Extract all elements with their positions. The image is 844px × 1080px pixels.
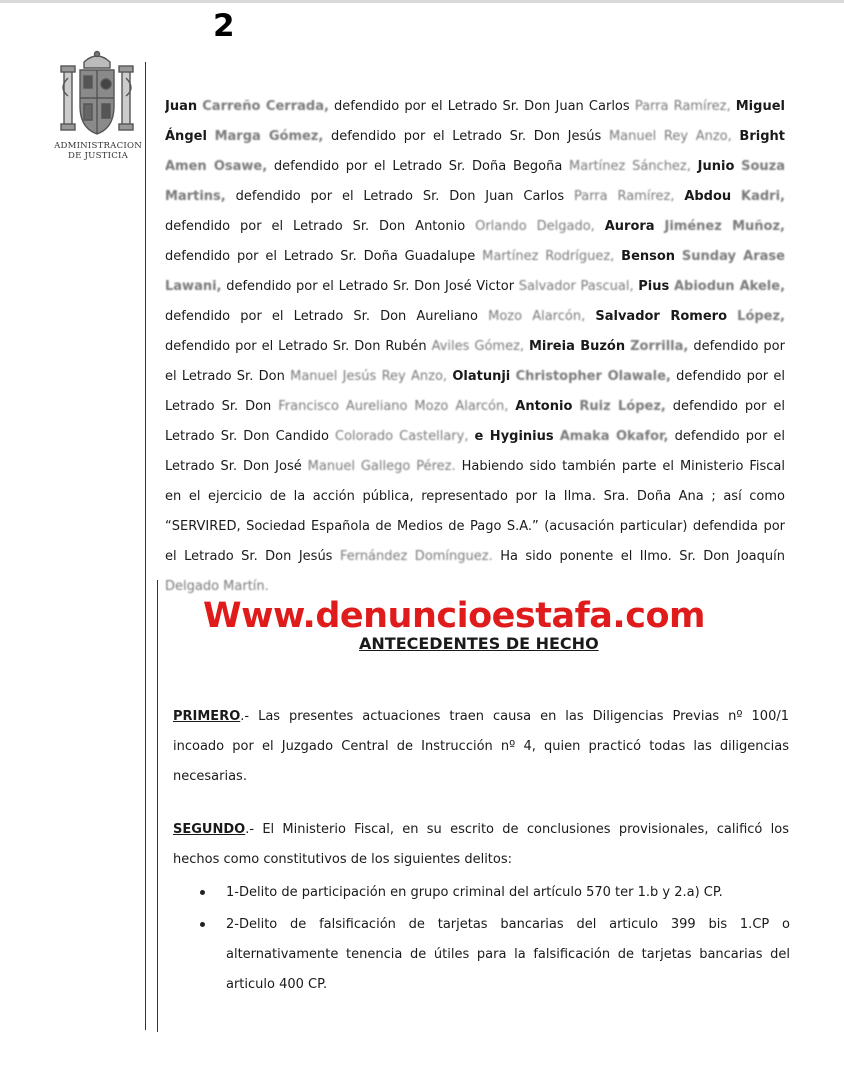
top-border: [0, 0, 844, 3]
list-item: [200, 910, 790, 1000]
party-line: Ángel Marga Gómez, defendido por el Letrado Sr. Don Jesús Manuel Rey Anzo, Bright: [165, 129, 785, 144]
paragraph-line: necesarias.: [173, 769, 247, 784]
page-number: 2: [213, 8, 235, 44]
party-line: en el ejercicio de la acción pública, representado por la Ilma. Sra. Doña Ana ; así como: [165, 489, 785, 504]
party-line: defendido por el Letrado Sr. Don Rubén Aviles Gómez, Mireia Buzón Zorrilla, defendido por: [165, 339, 785, 354]
party-line: Lawani, defendido por el Letrado Sr. Don José Victor Salvador Pascual, Pius Abiodun Akele,: [165, 279, 785, 294]
party-line: defendido por el Letrado Sr. Don Aureliano Mozo Alarcón, Salvador Romero López,: [165, 309, 785, 324]
list-item: [200, 878, 790, 908]
paragraph-line: hechos como constitutivos de los siguientes delitos:: [173, 852, 513, 867]
party-line: el Letrado Sr. Don Manuel Jesús Rey Anzo, Olatunji Christopher Olawale, defendido por el: [165, 369, 785, 384]
list-item-line: 1-Delito de participación en grupo criminal del artículo 570 ter 1.b y 2.a) CP.: [226, 885, 723, 900]
paragraph-line: SEGUNDO.- El Ministerio Fiscal, en su escrito de conclusiones provisionales, calificó los: [173, 822, 789, 837]
offences-list: [200, 878, 790, 1000]
primero-paragraph: [173, 702, 789, 792]
list-item-line: alternativamente tenencia de útiles para la falsificación de tarjetas bancarias del: [226, 947, 790, 962]
segundo-paragraph: [173, 815, 789, 875]
parties-paragraph: [165, 92, 785, 602]
list-item-line: 2-Delito de falsificación de tarjetas bancarias del articulo 399 bis 1.CP o: [226, 917, 790, 932]
paragraph-line: incoado por el Juzgado Central de Instrucción nº 4, quien practicó todas las diligencias: [173, 739, 789, 754]
party-line: Delgado Martín.: [165, 579, 269, 594]
party-line: el Letrado Sr. Don Jesús Fernández Domínguez. Ha sido ponente el Ilmo. Sr. Don Joaquín: [165, 549, 785, 564]
party-line: Martins, defendido por el Letrado Sr. Don Juan Carlos Parra Ramírez, Abdou Kadri,: [165, 189, 785, 204]
margin-line: [145, 62, 146, 1030]
party-line: Letrado Sr. Don Francisco Aureliano Mozo Alarcón, Antonio Ruiz López, defendido por el: [165, 399, 785, 414]
party-line: defendido por el Letrado Sr. Doña Guadalupe Martínez Rodríguez, Benson Sunday Arase: [165, 249, 785, 264]
segundo-label: SEGUNDO: [173, 822, 246, 837]
watermark-text: Www.denuncioestafa.com: [203, 596, 705, 636]
bullet-icon: [200, 922, 205, 927]
primero-label: PRIMERO: [173, 709, 241, 724]
bullet-icon: [200, 890, 205, 895]
party-line: defendido por el Letrado Sr. Don Antonio Orlando Delgado, Aurora Jiménez Muñoz,: [165, 219, 785, 234]
list-item-line: articulo 400 CP.: [226, 977, 328, 992]
paragraph-line: PRIMERO.- Las presentes actuaciones traen causa en las Diligencias Previas nº 100/1: [173, 709, 789, 724]
party-line: Juan Carreño Cerrada, defendido por el Letrado Sr. Don Juan Carlos Parra Ramírez, Miguel: [165, 99, 785, 114]
party-line: Letrado Sr. Don Candido Colorado Castellary, e Hyginius Amaka Okafor, defendido por el: [165, 429, 785, 444]
administracion-label: ADMINISTRACION DE JUSTICIA: [54, 141, 142, 161]
margin-line-secondary: [157, 580, 158, 1032]
party-line: Letrado Sr. Don José Manuel Gallego Pérez. Habiendo sido también parte el Ministerio Fiscal: [165, 459, 785, 474]
coat-of-arms-icon: [54, 48, 140, 140]
section-heading: ANTECEDENTES DE HECHO: [359, 634, 599, 653]
party-line: Amen Osawe, defendido por el Letrado Sr. Doña Begoña Martínez Sánchez, Junio Souza: [165, 159, 785, 174]
party-line: “SERVIRED, Sociedad Española de Medios de Pago S.A.” (acusación particular) defendida por: [165, 519, 785, 534]
